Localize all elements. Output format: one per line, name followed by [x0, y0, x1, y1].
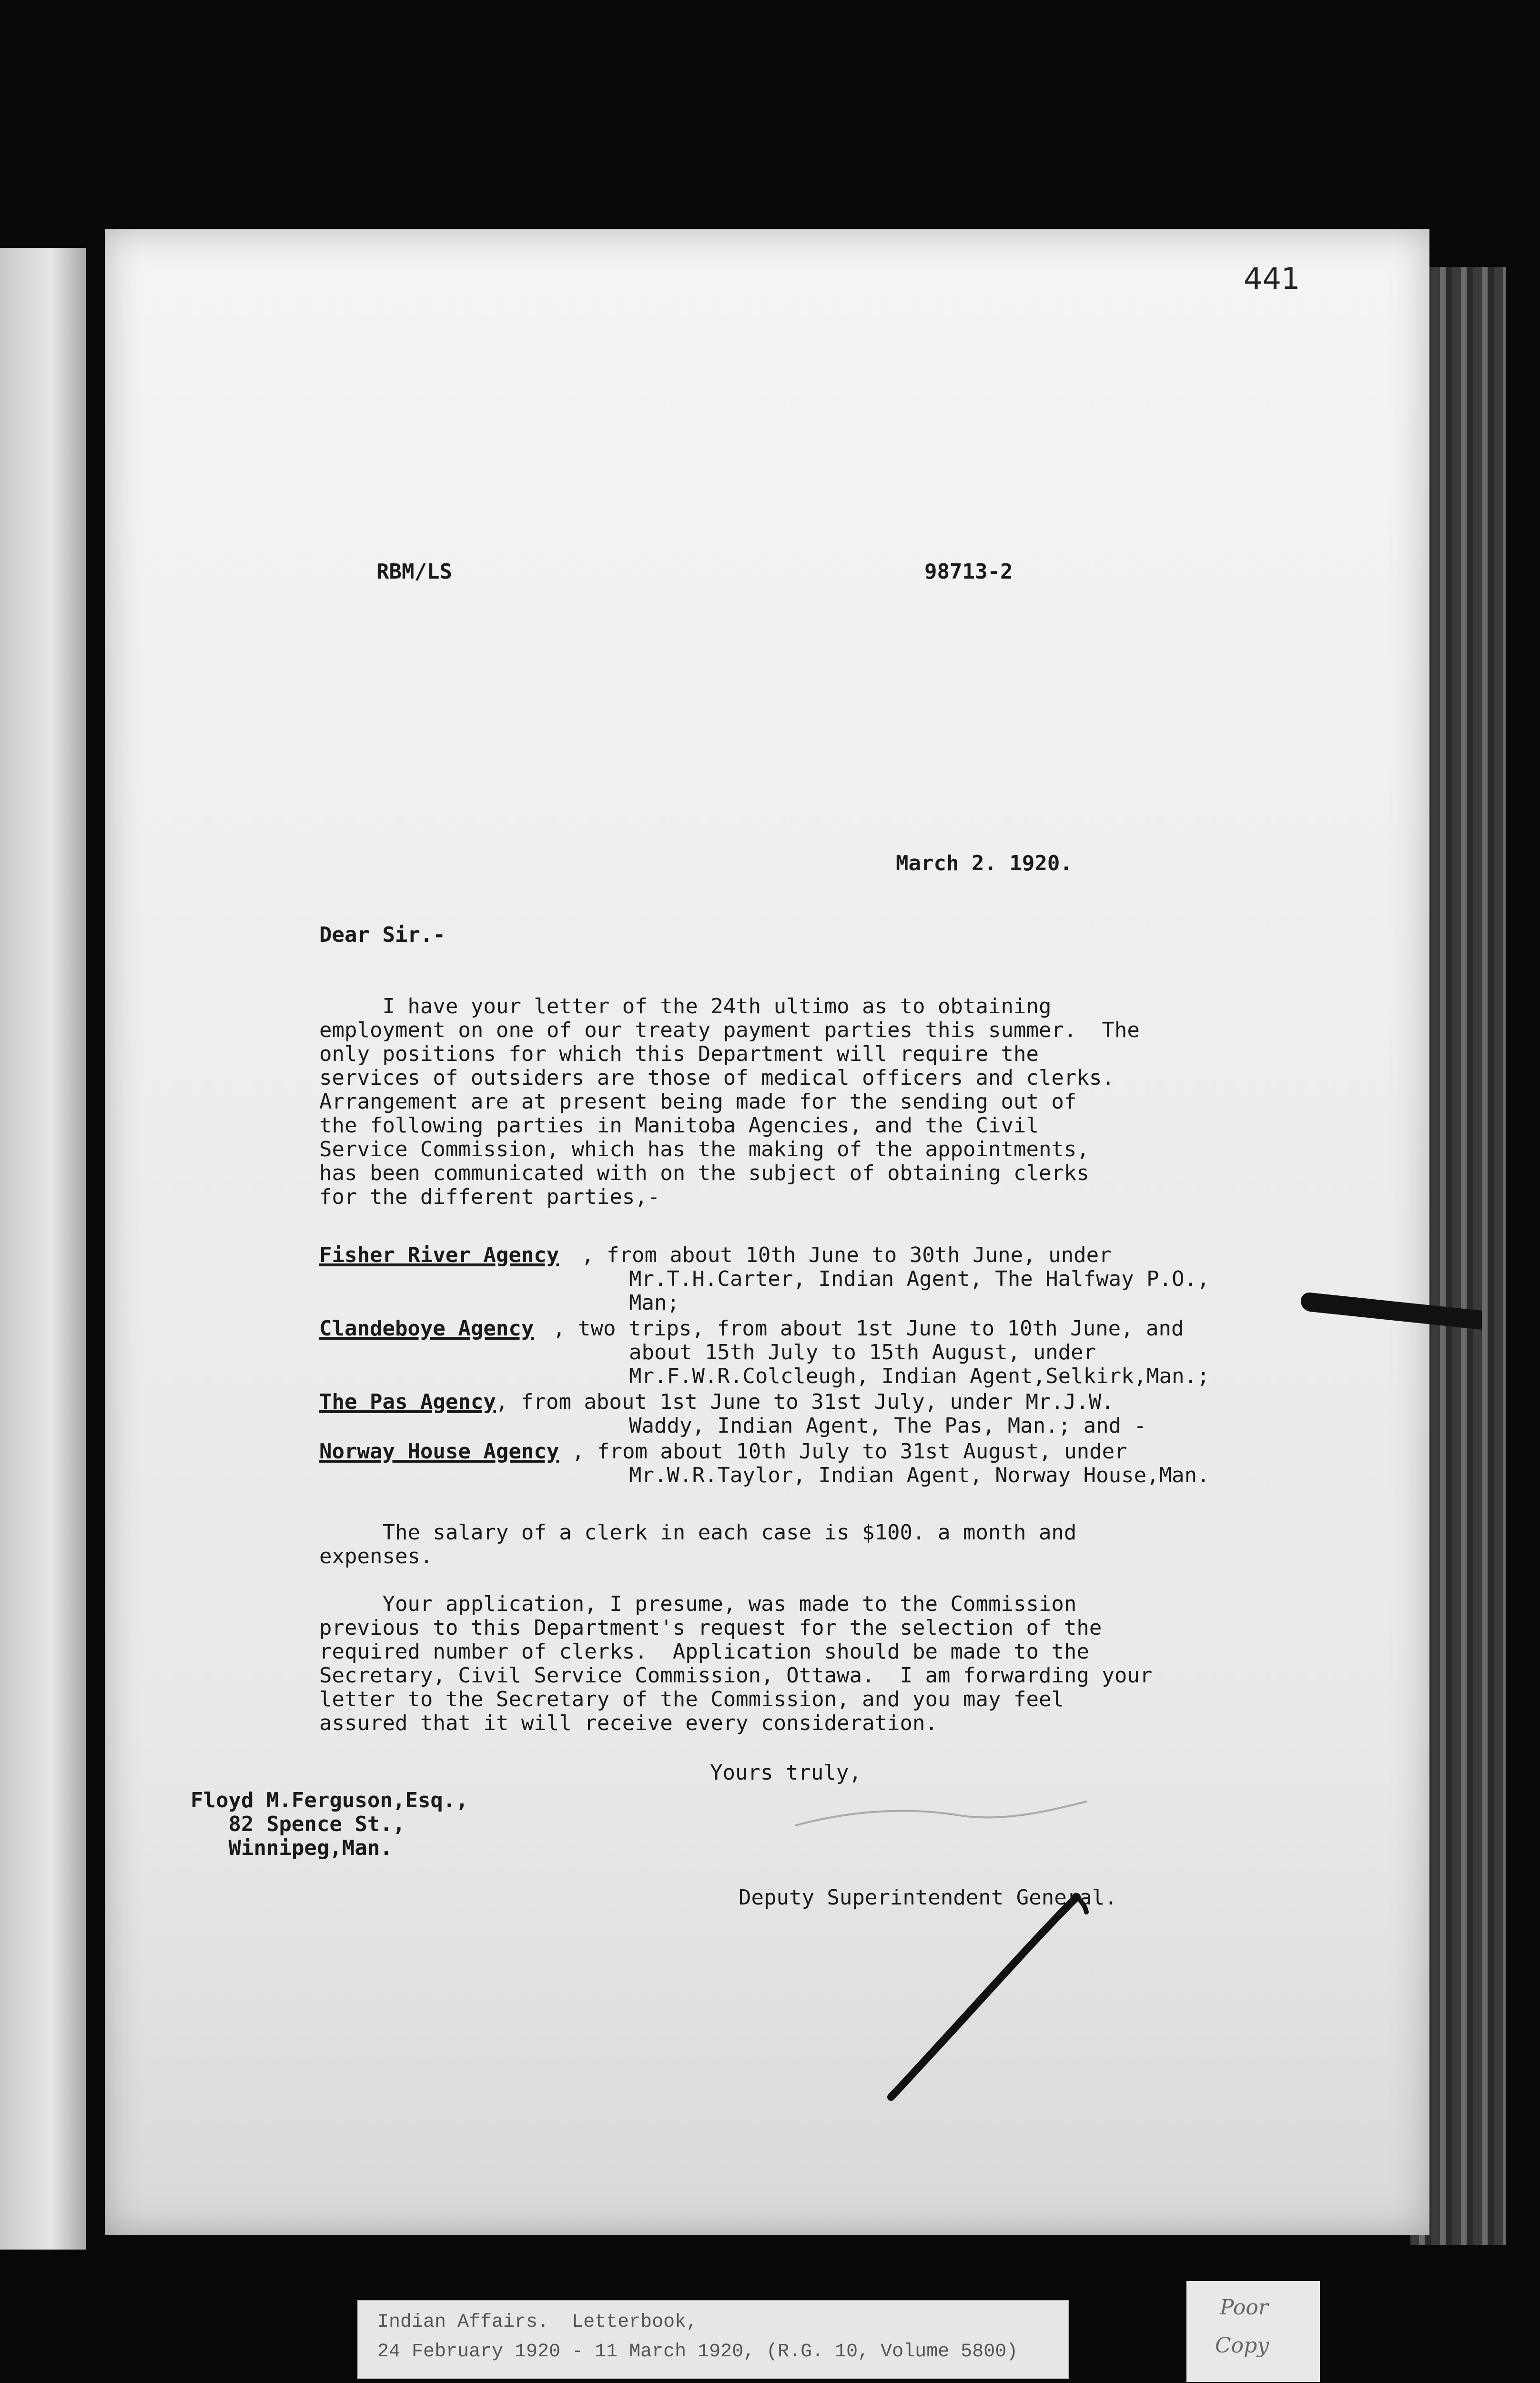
- agency-name: The Pas Agency: [319, 1390, 496, 1414]
- reference-card: [357, 2300, 1069, 2379]
- signature-title: Deputy Superintendent General.: [739, 1885, 1117, 1910]
- agency-detail: Man;: [629, 1291, 679, 1315]
- agency-detail: Waddy, Indian Agent, The Pas, Man.; and -: [629, 1414, 1147, 1438]
- agency-detail: Mr.T.H.Carter, Indian Agent, The Halfway P.O.,: [629, 1267, 1210, 1291]
- agency-name: Fisher River Agency: [319, 1243, 559, 1267]
- paragraph-line: the following parties in Manitoba Agencies, and the Civil: [319, 1113, 1039, 1138]
- agency-detail: , two trips, from about 1st June to 10th June, and: [553, 1316, 1184, 1341]
- agency-detail: , from about 10th July to 31st August, under: [572, 1439, 1127, 1464]
- agency-detail: about 15th July to 15th August, under: [629, 1340, 1096, 1365]
- agency-detail: Mr.W.R.Taylor, Indian Agent, Norway House,Man.: [629, 1463, 1210, 1487]
- paragraph-line: for the different parties,-: [319, 1185, 660, 1209]
- paragraph-line: Your application, I presume, was made to the Commission: [319, 1592, 1077, 1616]
- paragraph-line: services of outsiders are those of medical officers and clerks.: [319, 1066, 1114, 1090]
- paragraph-line: required number of clerks. Application should be made to the: [319, 1640, 1089, 1664]
- paragraph-line: Service Commission, which has the making of the appointments,: [319, 1137, 1089, 1161]
- paragraph-line: previous to this Department's request for the selection of the: [319, 1616, 1102, 1640]
- salutation: Dear Sir.-: [319, 923, 446, 947]
- closing: Yours truly,: [710, 1761, 861, 1785]
- page-number: 441: [1244, 261, 1300, 296]
- paragraph-line: I have your letter of the 24th ultimo as to obtaining: [319, 994, 1052, 1018]
- addressee-line: Floyd M.Ferguson,Esq.,: [191, 1788, 468, 1813]
- note-line: Copy: [1215, 2333, 1269, 2358]
- file-number: 98713-2: [924, 560, 1013, 584]
- adjacent-page-edge: [0, 248, 86, 2250]
- paragraph-line: Arrangement are at present being made for the sending out of: [319, 1090, 1077, 1114]
- reference-line: Indian Affairs. Letterbook,: [377, 2312, 698, 2333]
- paragraph-line: assured that it will receive every consideration.: [319, 1711, 938, 1735]
- paragraph-line: expenses.: [319, 1544, 433, 1568]
- agency-detail: Mr.F.W.R.Colcleugh, Indian Agent,Selkirk,Man.;: [629, 1364, 1210, 1388]
- agency-detail: , from about 10th June to 30th June, under: [581, 1243, 1112, 1267]
- letter-date: March 2. 1920.: [896, 851, 1073, 876]
- poor-copy-note: [1186, 2281, 1320, 2382]
- note-line: Poor: [1220, 2295, 1268, 2320]
- paragraph-line: only positions for which this Department will require the: [319, 1042, 1039, 1066]
- agency-name: Clandeboye Agency: [319, 1316, 534, 1341]
- addressee-line: 82 Spence St.,: [191, 1812, 405, 1836]
- agency-detail: , from about 1st June to 31st July, under Mr.J.W.: [496, 1390, 1114, 1414]
- paragraph-line: employment on one of our treaty payment parties this summer. The: [319, 1018, 1140, 1042]
- reference-initials: RBM/LS: [376, 560, 452, 584]
- agency-name: Norway House Agency: [319, 1439, 559, 1464]
- paragraph-line: has been communicated with on the subject of obtaining clerks: [319, 1161, 1089, 1185]
- reference-line: 24 February 1920 - 11 March 1920, (R.G. 10, Volume 5800): [377, 2341, 1018, 2363]
- signature-marks: [781, 1792, 1258, 2135]
- paragraph-line: Secretary, Civil Service Commission, Ottawa. I am forwarding your: [319, 1663, 1153, 1688]
- paragraph-line: The salary of a clerk in each case is $100. a month and: [319, 1520, 1077, 1545]
- paragraph-line: letter to the Secretary of the Commission, and you may feel: [319, 1687, 1064, 1711]
- addressee-line: Winnipeg,Man.: [191, 1836, 393, 1860]
